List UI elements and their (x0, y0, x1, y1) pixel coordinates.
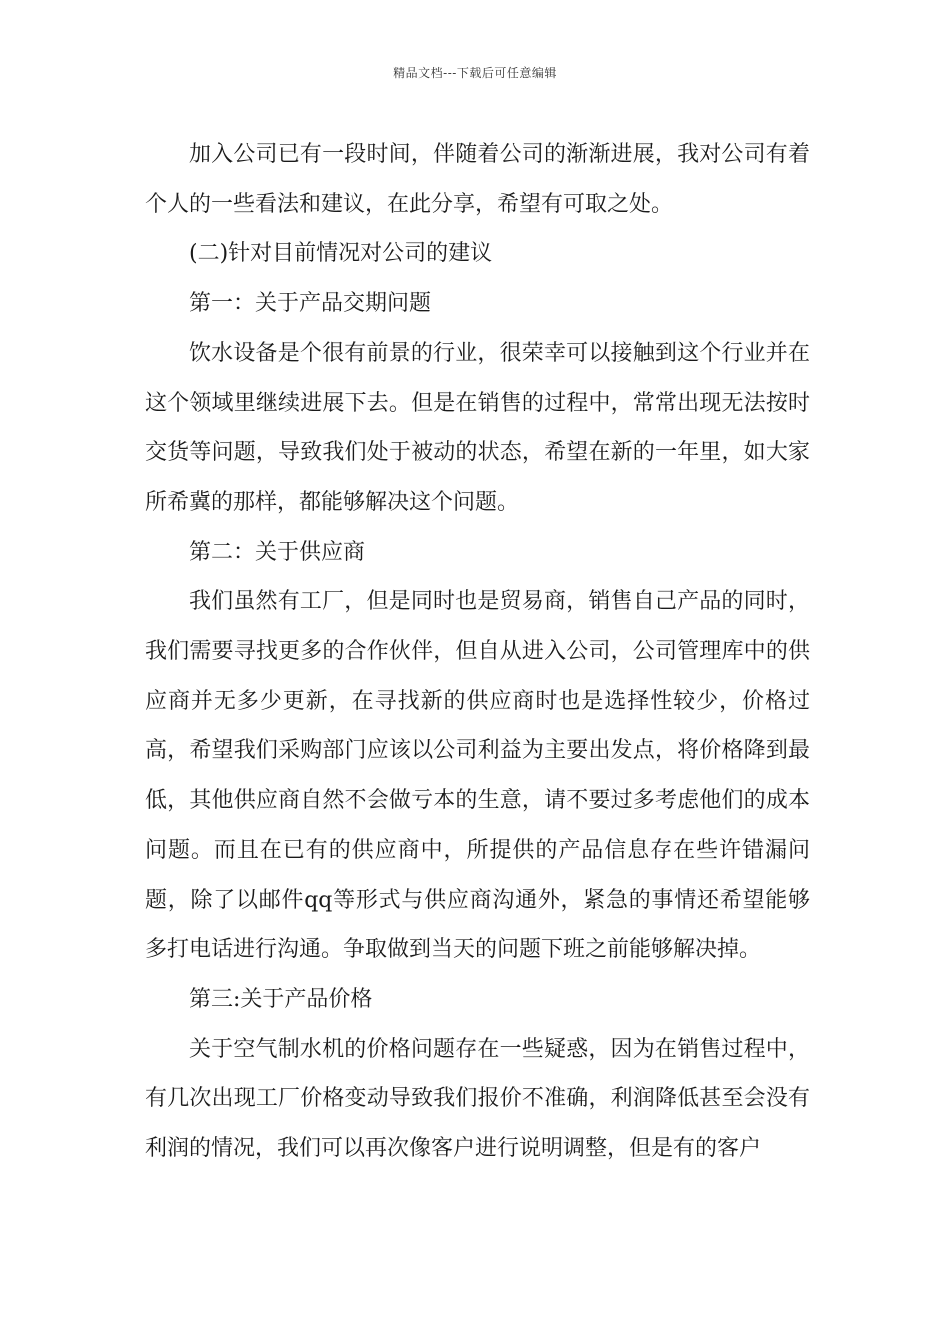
paragraph-intro: 加入公司已有一段时间，伴随着公司的渐渐进展，我对公司有着个人的一些看法和建议，在此分享，希望有可取之处。 (145, 142, 810, 217)
section-heading: (二)针对目前情况对公司的建议 (189, 241, 493, 267)
heading-supplier: 第二：关于供应商 (189, 539, 366, 565)
paragraph-delivery: 饮水设备是个很有前景的行业，很荣幸可以接触到这个行业并在这个领域里继续进展下去。但是在销售的过程中，常常出现无法按时交货等问题，导致我们处于被动的状态，希望在新的一年里，如大家所希冀的那样，都能够解决这个问题。 (145, 340, 810, 515)
document-body (145, 130, 810, 1174)
paragraph-supplier: 我们虽然有工厂，但是同时也是贸易商，销售自己产品的同时，我们需要寻找更多的合作伙伴，但自从进入公司，公司管理库中的供应商并无多少更新，在寻找新的供应商时也是选择性较少，价格过高，希望我们采购部门应该以公司利益为主要出发点，将价格降到最低，其他供应商自然不会做亏本的生意，请不要过多考虑他们的成本问题。而且在已有的供应商中，所提供的产品信息存在些许错漏问题，除了以邮件qq等形式与供应商沟通外，紧急的事情还希望能够多打电话进行沟通。争取做到当天的问题下班之前能够解决掉。 (145, 589, 810, 963)
heading-delivery: 第一：关于产品交期问题 (189, 291, 432, 317)
paragraph-price: 关于空气制水机的价格问题存在一些疑惑，因为在销售过程中，有几次出现工厂价格变动导致我们报价不准确，利润降低甚至会没有利润的情况，我们可以再次像客户进行说明调整，但是有的客户 (145, 1036, 810, 1162)
heading-price: 第三:关于产品价格 (189, 986, 373, 1012)
page-header: 精品文档---下载后可任意编辑 (393, 66, 557, 80)
